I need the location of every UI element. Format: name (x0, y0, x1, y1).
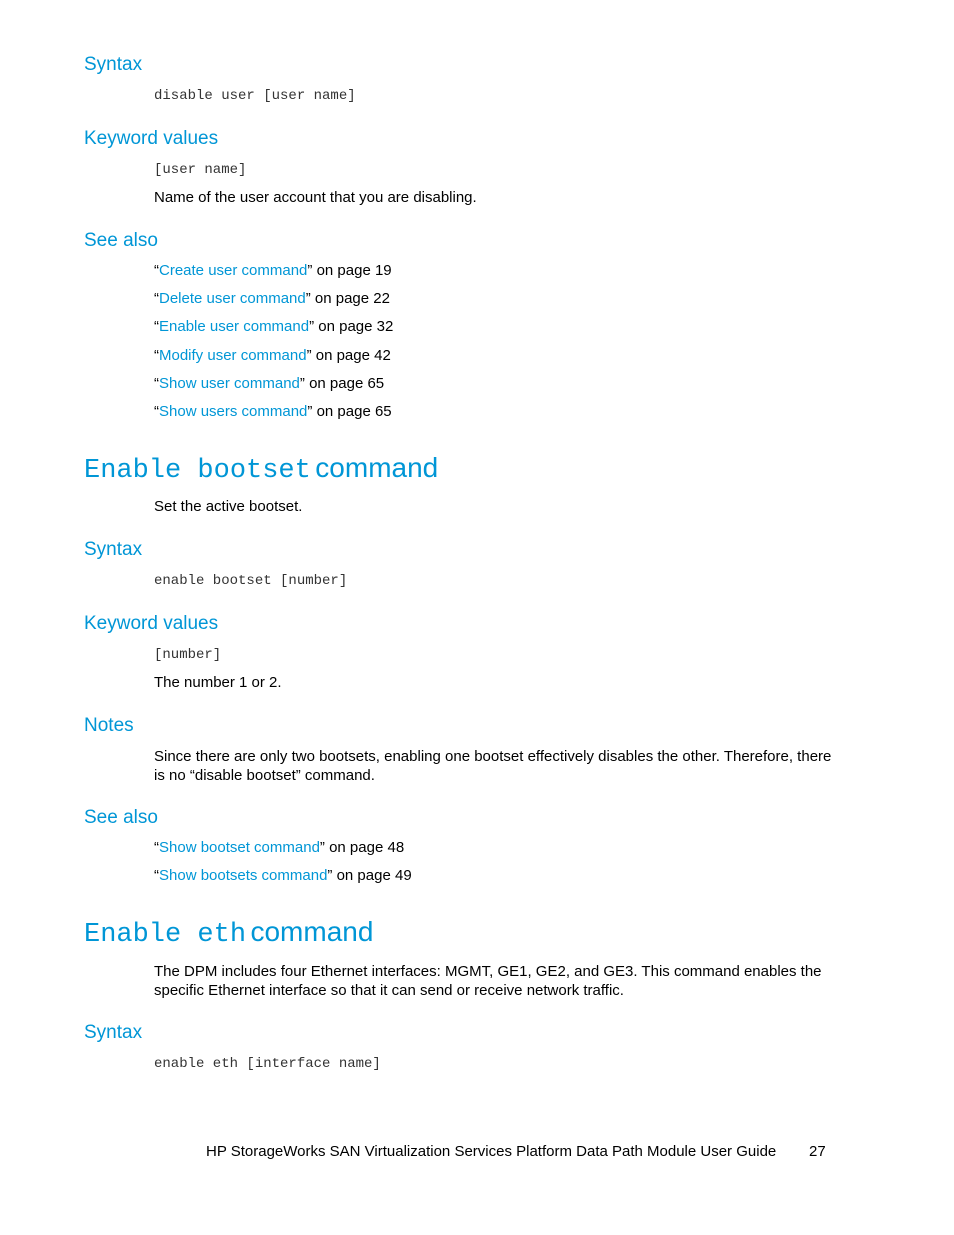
syntax-code: enable eth [interface name] (154, 1056, 381, 1072)
notes-heading: Notes (84, 715, 134, 736)
link-show-bootset-command[interactable]: Show bootset command (159, 839, 320, 856)
link-modify-user-command[interactable]: Modify user command (159, 347, 307, 364)
section-title-enable-bootset: Enable bootset command (84, 452, 439, 486)
syntax-code: enable bootset [number] (154, 573, 348, 589)
section-intro: Set the active bootset. (154, 498, 303, 515)
keyword-values-heading: Keyword values (84, 128, 219, 149)
keyword-code: [user name] (154, 162, 247, 178)
section-intro: The DPM includes four Ethernet interfaces: MGMT, GE1, GE2, and GE3. This command enables the specific Ethernet interface so that it can send or receive network traffic. (154, 963, 822, 999)
see-also-item: “Enable user command” on page 32 (154, 318, 394, 335)
keyword-code: [number] (154, 647, 222, 663)
see-also-item: “Delete user command” on page 22 (154, 290, 390, 307)
keyword-description: The number 1 or 2. (154, 674, 282, 691)
link-enable-user-command[interactable]: Enable user command (159, 318, 310, 335)
see-also-item: “Show bootsets command” on page 49 (154, 867, 412, 884)
notes-text: Since there are only two bootsets, enabling one bootset effectively disables the other. Therefore, there is no “disable bootset” command. (154, 748, 832, 784)
section-title-enable-eth: Enable eth command (84, 916, 374, 950)
link-create-user-command[interactable]: Create user command (159, 262, 308, 279)
keyword-values-heading: Keyword values (84, 613, 219, 634)
see-also-item: “Create user command” on page 19 (154, 262, 392, 279)
link-show-user-command[interactable]: Show user command (159, 375, 300, 392)
see-also-item: “Show bootset command” on page 48 (154, 839, 405, 856)
syntax-heading: Syntax (84, 1022, 143, 1043)
link-show-bootsets-command[interactable]: Show bootsets command (159, 867, 328, 884)
see-also-heading: See also (84, 807, 158, 828)
see-also-heading: See also (84, 230, 158, 251)
syntax-code: disable user [user name] (154, 88, 356, 104)
see-also-item: “Modify user command” on page 42 (154, 347, 391, 364)
page-number: 27 (809, 1143, 826, 1160)
syntax-heading: Syntax (84, 539, 143, 560)
link-delete-user-command[interactable]: Delete user command (159, 290, 306, 307)
see-also-item: “Show user command” on page 65 (154, 375, 385, 392)
keyword-description: Name of the user account that you are disabling. (154, 189, 477, 206)
footer-guide-title: HP StorageWorks SAN Virtualization Services Platform Data Path Module User Guide (206, 1143, 777, 1160)
see-also-item: “Show users command” on page 65 (154, 403, 392, 420)
link-show-users-command[interactable]: Show users command (159, 403, 308, 420)
syntax-heading: Syntax (84, 54, 143, 75)
